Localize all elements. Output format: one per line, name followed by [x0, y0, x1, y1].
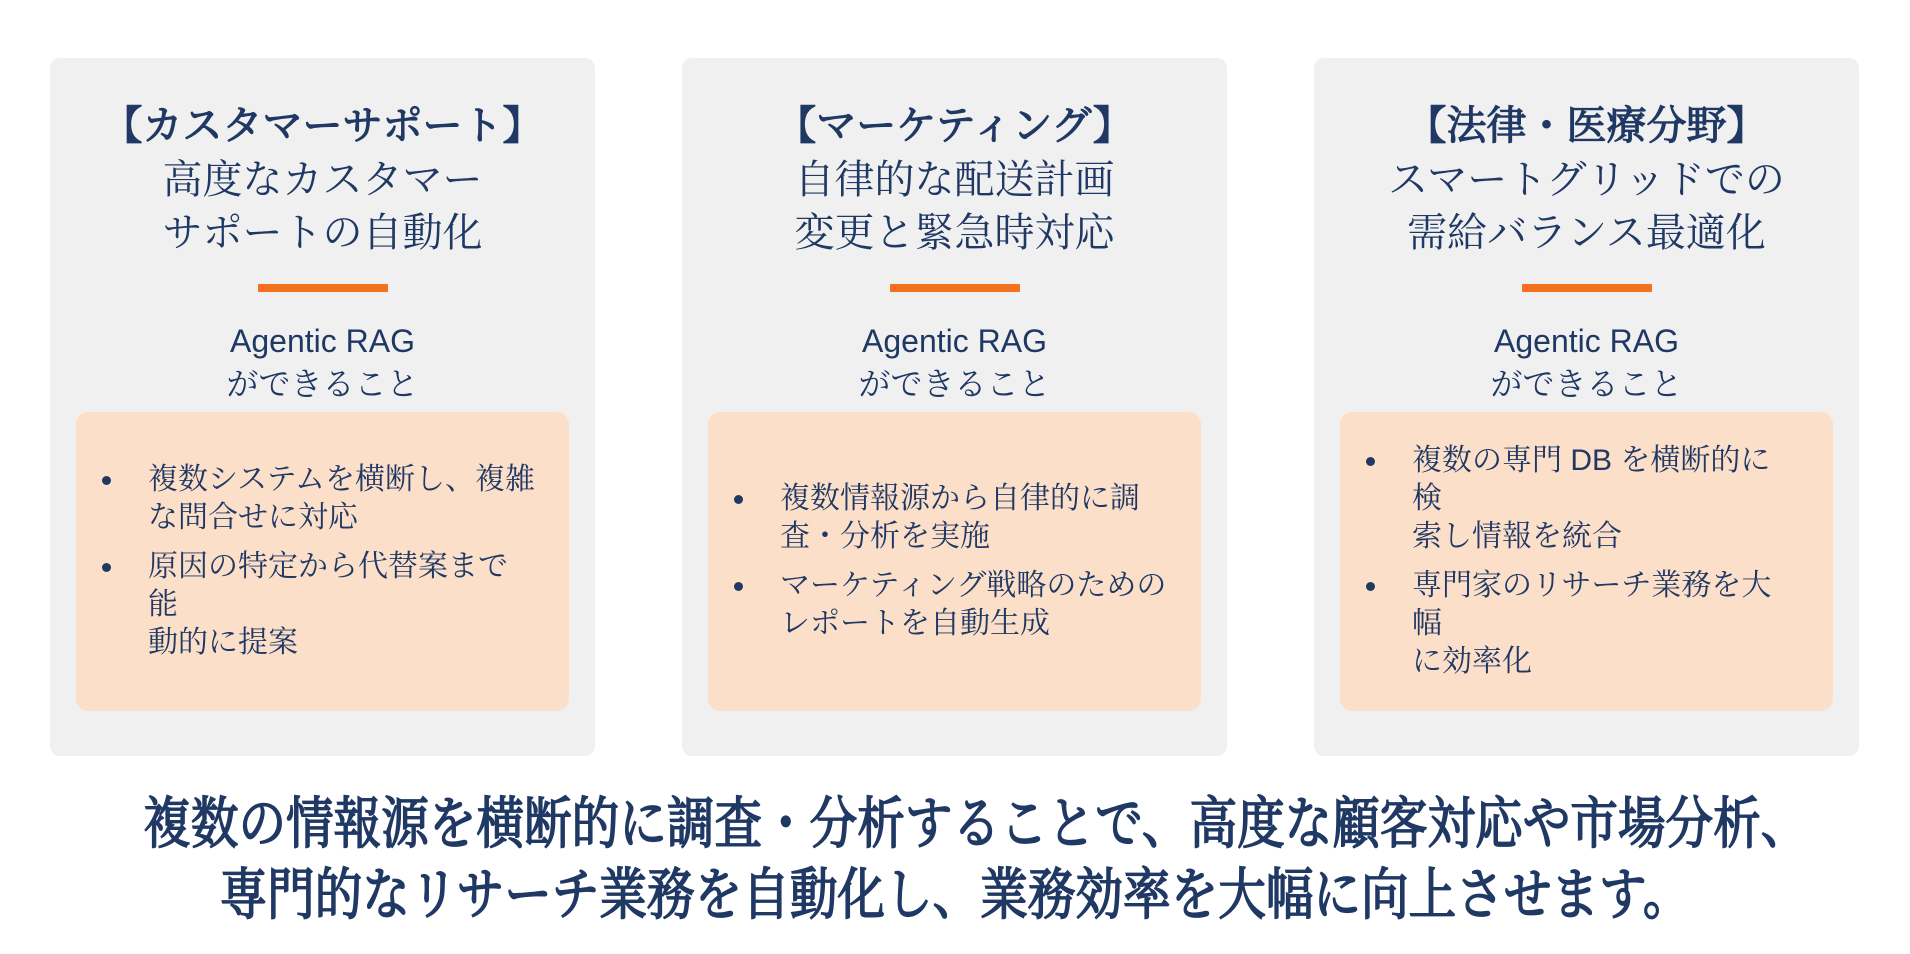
bullet-text-line: 査・分析を実施	[780, 520, 990, 553]
card-title: 【マーケティング】	[776, 104, 1133, 148]
card-subtitle-line: 自律的な配送計画	[794, 158, 1115, 202]
capability-label	[682, 320, 1227, 406]
capability-label-line: ができること	[1490, 366, 1683, 402]
summary-text	[0, 788, 1910, 930]
capability-label-line: Agentic RAG	[230, 323, 415, 359]
bullet-dot-icon	[1366, 457, 1375, 466]
card-title: 【カスタマーサポート】	[102, 104, 543, 148]
bullet-item	[730, 567, 1167, 643]
bullet-item	[98, 461, 535, 537]
capability-highlight-box	[1340, 412, 1833, 711]
bullet-text-line: 専門家のリサーチ業務を大幅	[1412, 569, 1772, 640]
capability-highlight-box	[76, 412, 569, 711]
bullet-text-line: 複数システムを横断し、複雑	[148, 463, 535, 496]
bullet-item	[1362, 442, 1799, 556]
card-subtitle	[682, 154, 1227, 260]
bullet-text-line: マーケティング戦略のための	[780, 569, 1167, 602]
bullet-item	[730, 480, 1167, 556]
bullet-list	[1362, 431, 1799, 692]
bullet-text-line: 索し情報を統合	[1412, 520, 1622, 553]
bullet-list	[730, 469, 1167, 654]
card-title: 【法律・医療分野】	[1406, 104, 1767, 148]
capability-label-line: Agentic RAG	[862, 323, 1047, 359]
capability-label-line: Agentic RAG	[1494, 323, 1679, 359]
card-subtitle-line: サポートの自動化	[162, 211, 483, 255]
bullet-dot-icon	[102, 563, 111, 572]
bullet-dot-icon	[734, 582, 743, 591]
capability-label-line: ができること	[858, 366, 1051, 402]
card-subtitle-line: 高度なカスタマー	[162, 158, 483, 202]
use-case-card-customer-support	[50, 58, 595, 756]
card-subtitle-line: 変更と緊急時対応	[794, 211, 1115, 255]
accent-divider	[1522, 284, 1652, 292]
card-subtitle-line: 需給バランス最適化	[1407, 211, 1766, 255]
card-subtitle	[50, 154, 595, 260]
bullet-text-line: に効率化	[1412, 645, 1532, 678]
bullet-dot-icon	[102, 476, 111, 485]
use-case-card-legal-medical	[1314, 58, 1859, 756]
capability-highlight-box	[708, 412, 1201, 711]
accent-divider	[890, 284, 1020, 292]
bullet-text-line: レポートを自動生成	[780, 607, 1050, 640]
summary-text-line: 複数の情報源を横断的に調査・分析することで、高度な顧客対応や市場分析、	[143, 792, 1809, 855]
summary-text-line: 専門的なリサーチ業務を自動化し、業務効率を大幅に向上させます。	[219, 863, 1691, 926]
bullet-dot-icon	[734, 495, 743, 504]
card-subtitle	[1314, 154, 1859, 260]
capability-label-line: ができること	[226, 366, 419, 402]
bullet-text-line: な問合せに対応	[148, 501, 358, 534]
use-case-cards-row	[50, 58, 1859, 756]
capability-label	[50, 320, 595, 406]
bullet-list	[98, 450, 535, 673]
bullet-text-line: 複数の専門 DB を横断的に検	[1412, 444, 1771, 515]
bullet-item	[98, 548, 535, 662]
card-subtitle-line: スマートグリッドでの	[1388, 158, 1785, 202]
bullet-dot-icon	[1366, 582, 1375, 591]
bullet-text-line: 複数情報源から自律的に調	[780, 482, 1140, 515]
capability-label	[1314, 320, 1859, 406]
use-case-card-marketing	[682, 58, 1227, 756]
bullet-item	[1362, 567, 1799, 681]
accent-divider	[258, 284, 388, 292]
bullet-text-line: 原因の特定から代替案まで能	[148, 550, 508, 621]
bullet-text-line: 動的に提案	[148, 626, 298, 659]
